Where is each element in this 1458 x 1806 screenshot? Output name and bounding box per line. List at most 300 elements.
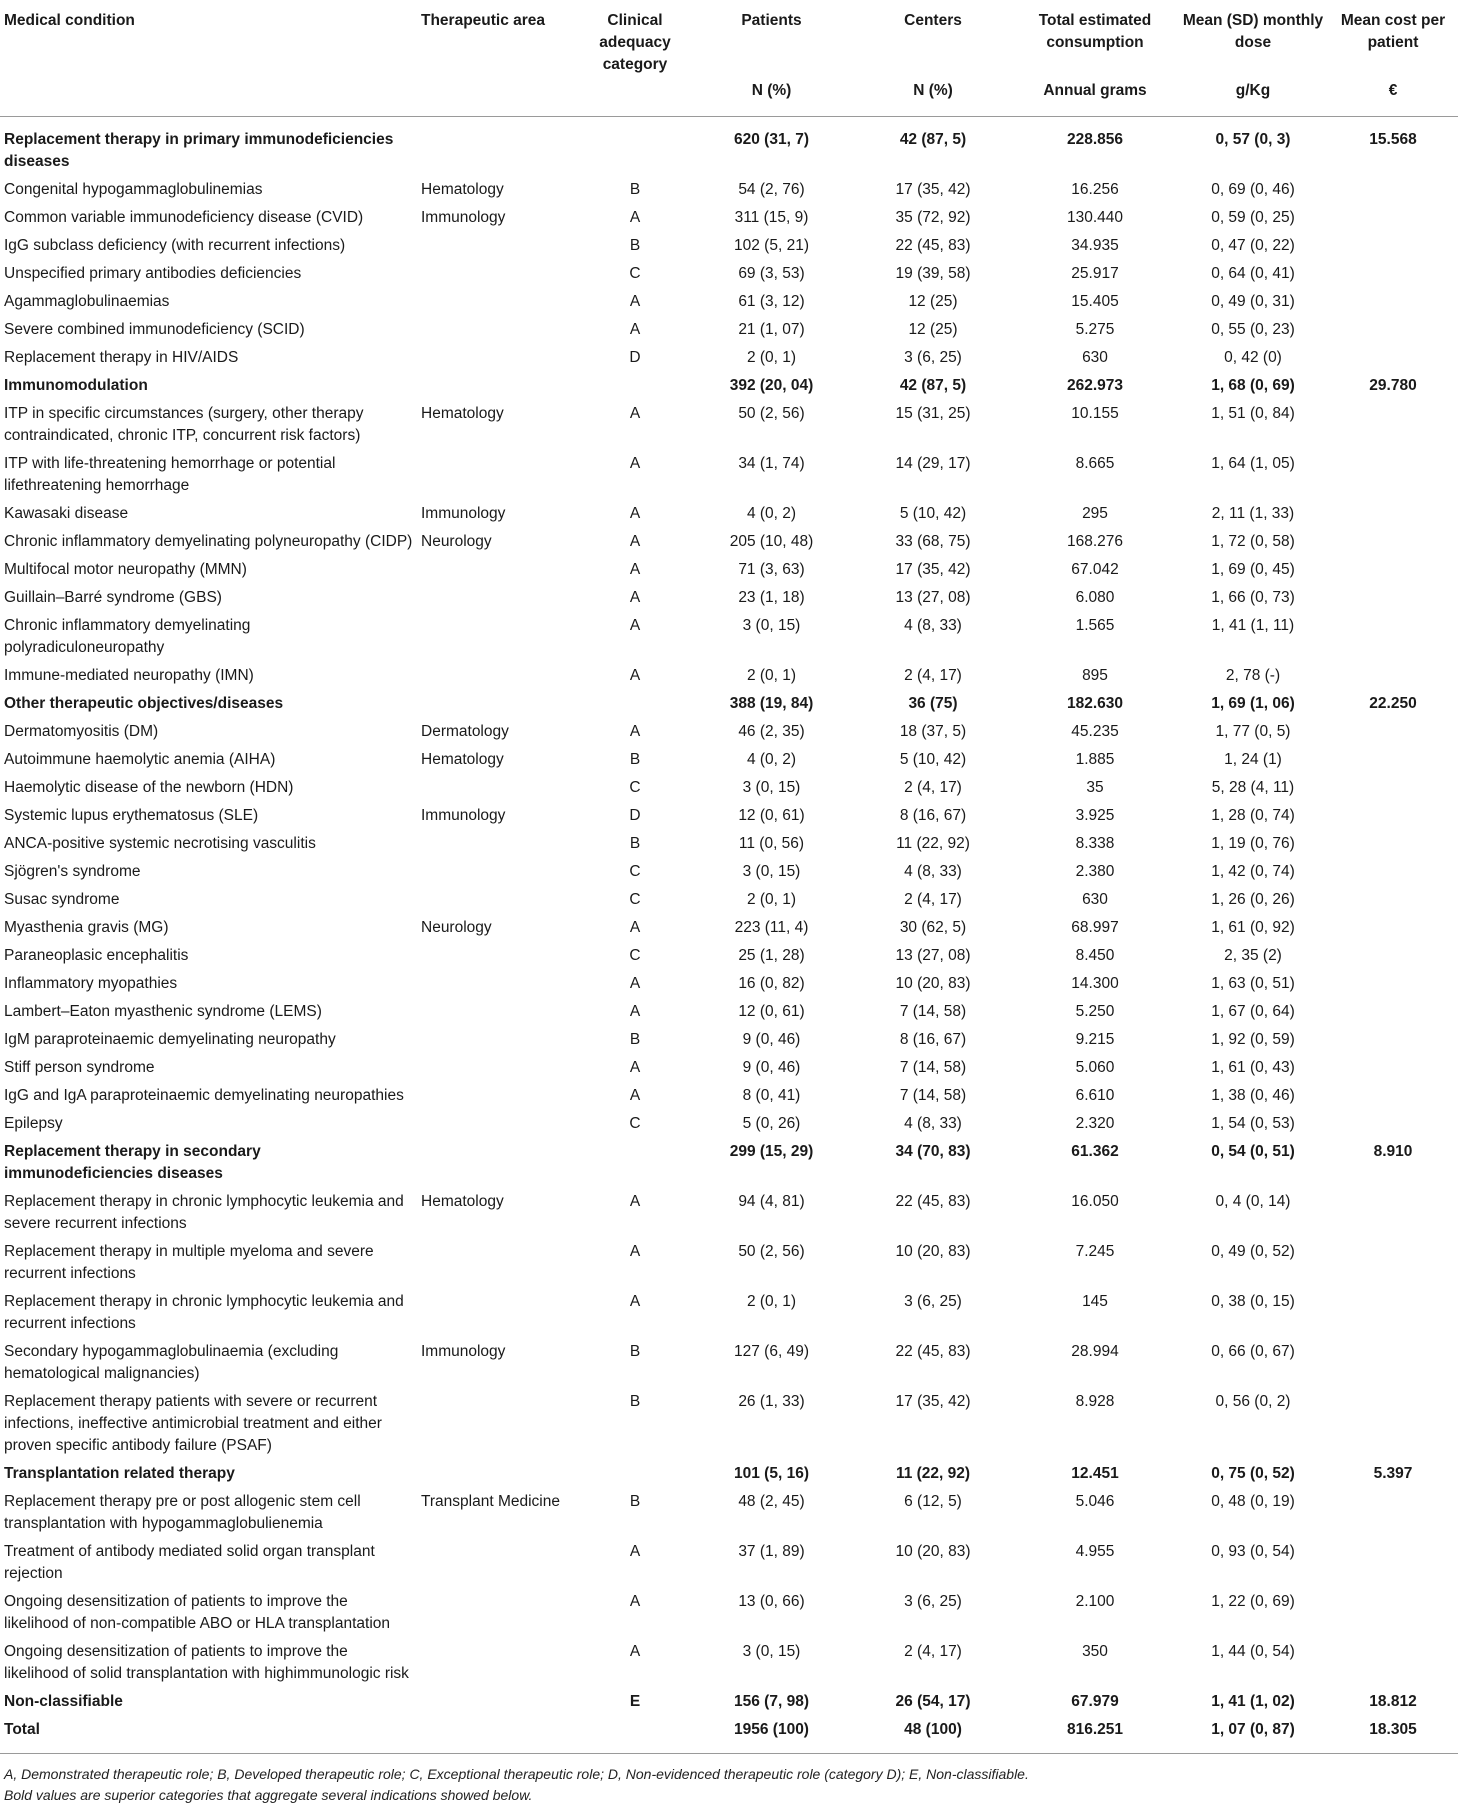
cell-medical-condition: Myasthenia gravis (MG) — [4, 919, 169, 936]
cell-total-consumption: 67.979 — [1071, 1693, 1119, 1710]
cell-mean-dose: 0, 49 (0, 52) — [1211, 1243, 1295, 1260]
cell-medical-condition: Replacement therapy patients with severe or recurrent infections, ineffective antimicrobial treatment and either proven specific antibody failure (PSAF) — [4, 1393, 382, 1454]
cell-clinical-adequacy: A — [629, 1643, 641, 1660]
cell-therapeutic-area — [417, 612, 581, 662]
cell-clinical-adequacy: B — [629, 835, 641, 852]
cell-therapeutic-area: Immunology — [421, 1343, 506, 1360]
cell-patients: 205 (10, 48) — [729, 533, 814, 550]
table-row — [0, 584, 1458, 612]
cell-therapeutic-area — [417, 1026, 581, 1054]
table-row — [0, 400, 1458, 450]
cell-patients: 1956 (100) — [689, 1716, 854, 1754]
cell-mean-dose: 0, 4 (0, 14) — [1215, 1193, 1291, 1210]
cell-therapeutic-area — [417, 1588, 581, 1638]
cell-clinical-adequacy: A — [629, 209, 641, 226]
cell-medical-condition: Guillain–Barré syndrome (GBS) — [4, 589, 222, 606]
header-centers: Centers — [904, 12, 962, 29]
table-footnotes — [0, 1754, 1458, 1806]
cell-mean-cost — [1328, 1188, 1458, 1238]
cell-therapeutic-area — [417, 316, 581, 344]
cell-mean-dose: 0, 38 (0, 15) — [1211, 1293, 1295, 1310]
cell-centers: 2 (4, 17) — [904, 667, 962, 684]
cell-mean-dose: 1, 63 (0, 51) — [1211, 975, 1295, 992]
cell-clinical-adequacy — [581, 1716, 689, 1754]
cell-total-consumption: 8.665 — [1075, 455, 1115, 472]
cell-mean-cost — [1328, 612, 1458, 662]
cell-therapeutic-area — [417, 1716, 581, 1754]
cell-mean-cost — [1328, 204, 1458, 232]
cell-total-consumption: 7.245 — [1075, 1243, 1115, 1260]
cell-medical-condition: Chronic inflammatory demyelinating polyneuropathy (CIDP) — [4, 533, 413, 550]
cell-mean-dose: 0, 55 (0, 23) — [1211, 321, 1295, 338]
cell-medical-condition: ANCA-positive systemic necrotising vasculitis — [4, 835, 316, 852]
cell-centers: 8 (16, 67) — [899, 807, 967, 824]
cell-mean-dose: 1, 68 (0, 69) — [1211, 377, 1295, 394]
cell-centers: 14 (29, 17) — [895, 455, 971, 472]
cell-therapeutic-area: Hematology — [421, 751, 504, 768]
cell-mean-cost — [1328, 914, 1458, 942]
cell-centers: 7 (14, 58) — [899, 1059, 967, 1076]
cell-medical-condition: Replacement therapy in chronic lymphocytic leukemia and severe recurrent infections — [4, 1193, 404, 1232]
cell-medical-condition: Multifocal motor neuropathy (MMN) — [4, 561, 247, 578]
cell-total-consumption: 12.451 — [1071, 1465, 1119, 1482]
cell-clinical-adequacy: B — [629, 1031, 641, 1048]
cell-medical-condition: Stiff person syndrome — [4, 1059, 155, 1076]
cell-patients: 61 (3, 12) — [738, 293, 805, 310]
cell-therapeutic-area — [417, 1538, 581, 1588]
cell-centers: 4 (8, 33) — [904, 863, 962, 880]
cell-total-consumption: 34.935 — [1071, 237, 1119, 254]
cell-centers: 26 (54, 17) — [895, 1693, 971, 1710]
cell-mean-cost — [1328, 528, 1458, 556]
cell-total-consumption: 16.050 — [1071, 1193, 1119, 1210]
table-row-category — [0, 1688, 1458, 1716]
cell-patients: 54 (2, 76) — [738, 181, 805, 198]
cell-mean-cost — [1328, 802, 1458, 830]
table-row — [0, 914, 1458, 942]
cell-total-consumption: 9.215 — [1075, 1031, 1115, 1048]
cell-total-consumption: 5.060 — [1075, 1059, 1115, 1076]
cell-centers: 3 (6, 25) — [904, 1593, 962, 1610]
cell-centers: 2 (4, 17) — [904, 891, 962, 908]
cell-centers: 22 (45, 83) — [895, 1193, 971, 1210]
cell-patients: 299 (15, 29) — [729, 1143, 814, 1160]
header-therapeutic-area: Therapeutic area — [421, 12, 546, 29]
cell-centers: 10 (20, 83) — [895, 1543, 971, 1560]
cell-total-consumption: 6.610 — [1075, 1087, 1115, 1104]
cell-total-consumption: 262.973 — [1066, 377, 1124, 394]
cell-clinical-adequacy: A — [629, 533, 641, 550]
cell-therapeutic-area — [417, 288, 581, 316]
unit-medical-condition — [0, 76, 417, 117]
cell-therapeutic-area — [417, 774, 581, 802]
table-row — [0, 612, 1458, 662]
cell-clinical-adequacy — [581, 117, 689, 177]
cell-medical-condition: IgG and IgA paraproteinaemic demyelinating neuropathies — [4, 1087, 404, 1104]
cell-centers: 19 (39, 58) — [895, 265, 971, 282]
cell-clinical-adequacy: A — [629, 919, 641, 936]
cell-mean-dose: 1, 61 (0, 43) — [1211, 1059, 1295, 1076]
header-mean-dose: Mean (SD) monthly dose — [1182, 12, 1324, 51]
cell-medical-condition: Paraneoplasic encephalitis — [4, 947, 189, 964]
cell-clinical-adequacy: C — [629, 947, 641, 964]
cell-patients: 46 (2, 35) — [738, 723, 805, 740]
cell-mean-dose: 1, 28 (0, 74) — [1211, 807, 1295, 824]
cell-centers: 3 (6, 25) — [904, 349, 962, 366]
cell-centers: 30 (62, 5) — [899, 919, 967, 936]
cell-therapeutic-area — [417, 1082, 581, 1110]
cell-therapeutic-area — [417, 344, 581, 372]
table-body — [0, 117, 1458, 1754]
cell-clinical-adequacy: B — [629, 1343, 641, 1360]
cell-clinical-adequacy: A — [629, 561, 641, 578]
table-row — [0, 344, 1458, 372]
table-row — [0, 886, 1458, 914]
cell-centers: 48 (100) — [854, 1716, 1012, 1754]
unit-mean-cost: € — [1328, 76, 1458, 117]
cell-mean-dose: 0, 47 (0, 22) — [1211, 237, 1295, 254]
table-row — [0, 1588, 1458, 1638]
cell-patients: 392 (20, 04) — [729, 377, 814, 394]
cell-total-consumption: 630 — [1082, 891, 1108, 908]
cell-medical-condition: Inflammatory myopathies — [4, 975, 178, 992]
cell-patients: 156 (7, 98) — [734, 1693, 809, 1710]
cell-centers: 13 (27, 08) — [895, 947, 971, 964]
cell-medical-condition: Sjögren's syndrome — [4, 863, 141, 880]
table-row — [0, 1188, 1458, 1238]
cell-clinical-adequacy: A — [629, 293, 641, 310]
cell-therapeutic-area — [417, 998, 581, 1026]
table-row — [0, 942, 1458, 970]
cell-total-consumption: 130.440 — [1066, 209, 1124, 226]
cell-total-consumption: 2.380 — [1075, 863, 1115, 880]
cell-mean-dose: 0, 57 (0, 3) — [1215, 131, 1291, 148]
unit-total-consumption: Annual grams — [1012, 76, 1178, 117]
cell-therapeutic-area — [417, 942, 581, 970]
table-row — [0, 830, 1458, 858]
cell-total-consumption: 3.925 — [1075, 807, 1115, 824]
cell-patients: 48 (2, 45) — [738, 1493, 805, 1510]
cell-medical-condition: Secondary hypogammaglobulinaemia (excluding hematological malignancies) — [4, 1343, 339, 1382]
cell-total-consumption: 16.256 — [1071, 181, 1119, 198]
table-row — [0, 774, 1458, 802]
cell-patients: 9 (0, 46) — [742, 1059, 801, 1076]
cell-clinical-adequacy: B — [629, 1493, 641, 1510]
cell-patients: 223 (11, 4) — [734, 919, 809, 936]
cell-therapeutic-area — [417, 690, 581, 718]
cell-centers: 3 (6, 25) — [904, 1293, 962, 1310]
cell-clinical-adequacy — [581, 1138, 689, 1188]
cell-mean-dose: 1, 19 (0, 76) — [1211, 835, 1295, 852]
cell-mean-cost — [1328, 232, 1458, 260]
table-row — [0, 232, 1458, 260]
cell-mean-cost — [1328, 176, 1458, 204]
cell-mean-cost — [1328, 1588, 1458, 1638]
cell-centers: 5 (10, 42) — [899, 751, 967, 768]
cell-mean-dose: 1, 64 (1, 05) — [1211, 455, 1295, 472]
cell-mean-dose: 1, 07 (0, 87) — [1178, 1716, 1328, 1754]
cell-mean-dose: 1, 26 (0, 26) — [1211, 891, 1295, 908]
cell-centers: 8 (16, 67) — [899, 1031, 967, 1048]
cell-therapeutic-area — [417, 970, 581, 998]
cell-patients: 620 (31, 7) — [734, 131, 809, 148]
table-row — [0, 1288, 1458, 1338]
cell-clinical-adequacy: A — [629, 1293, 641, 1310]
cell-medical-condition: Replacement therapy in secondary immunodeficiencies diseases — [4, 1143, 261, 1182]
cell-clinical-adequacy: C — [629, 891, 641, 908]
cell-medical-condition: Replacement therapy in multiple myeloma and severe recurrent infections — [4, 1243, 374, 1282]
cell-mean-cost — [1328, 886, 1458, 914]
cell-patients: 34 (1, 74) — [738, 455, 805, 472]
cell-mean-dose: 1, 66 (0, 73) — [1211, 589, 1295, 606]
cell-centers: 10 (20, 83) — [895, 1243, 971, 1260]
cell-clinical-adequacy: D — [629, 349, 641, 366]
cell-therapeutic-area — [417, 450, 581, 500]
header-clinical-adequacy: Clinical adequacy category — [599, 12, 671, 73]
cell-patients: 50 (2, 56) — [738, 1243, 805, 1260]
cell-mean-dose: 2, 11 (1, 33) — [1211, 505, 1295, 522]
cell-patients: 9 (0, 46) — [742, 1031, 801, 1048]
cell-total-consumption: 1.885 — [1075, 751, 1115, 768]
cell-clinical-adequacy: A — [629, 405, 641, 422]
cell-medical-condition: Treatment of antibody mediated solid organ transplant rejection — [4, 1543, 375, 1582]
cell-centers: 36 (75) — [908, 695, 958, 712]
cell-centers: 35 (72, 92) — [895, 209, 971, 226]
cell-patients: 2 (0, 1) — [746, 891, 797, 908]
cell-therapeutic-area — [417, 1110, 581, 1138]
table-row — [0, 500, 1458, 528]
cell-total-consumption: 350 — [1082, 1643, 1108, 1660]
cell-medical-condition: Replacement therapy pre or post allogenic stem cell transplantation with hypogammaglobulienemia — [4, 1493, 361, 1532]
cell-therapeutic-area — [417, 556, 581, 584]
table-row — [0, 1238, 1458, 1288]
cell-mean-cost — [1328, 830, 1458, 858]
cell-mean-cost — [1328, 556, 1458, 584]
cell-therapeutic-area: Dermatology — [421, 723, 509, 740]
cell-mean-cost — [1328, 718, 1458, 746]
unit-clinical-adequacy — [581, 76, 689, 117]
cell-mean-dose: 0, 75 (0, 52) — [1211, 1465, 1295, 1482]
cell-mean-cost — [1328, 998, 1458, 1026]
table-row — [0, 718, 1458, 746]
cell-patients: 12 (0, 61) — [738, 1003, 805, 1020]
cell-therapeutic-area — [417, 1460, 581, 1488]
cell-clinical-adequacy: E — [629, 1693, 641, 1710]
table-row — [0, 1388, 1458, 1460]
cell-mean-cost — [1328, 746, 1458, 774]
cell-patients: 69 (3, 53) — [738, 265, 805, 282]
cell-mean-cost: 5.397 — [1373, 1465, 1413, 1482]
cell-therapeutic-area: Neurology — [421, 533, 492, 550]
cell-mean-dose: 5, 28 (4, 11) — [1211, 779, 1295, 796]
cell-patients: 8 (0, 41) — [742, 1087, 801, 1104]
cell-centers: 10 (20, 83) — [895, 975, 971, 992]
unit-therapeutic-area — [417, 76, 581, 117]
cell-medical-condition: IgM paraproteinaemic demyelinating neuropathy — [4, 1031, 336, 1048]
cell-centers: 22 (45, 83) — [895, 237, 971, 254]
cell-medical-condition: Replacement therapy in primary immunodeficiencies diseases — [4, 131, 394, 170]
cell-centers: 42 (87, 5) — [899, 377, 967, 394]
cell-therapeutic-area — [417, 1238, 581, 1288]
unit-mean-dose: g/Kg — [1178, 76, 1328, 117]
cell-patients: 94 (4, 81) — [738, 1193, 805, 1210]
cell-patients: 127 (6, 49) — [734, 1343, 809, 1360]
cell-total-consumption: 182.630 — [1066, 695, 1124, 712]
cell-therapeutic-area — [417, 584, 581, 612]
cell-mean-cost — [1328, 942, 1458, 970]
cell-mean-dose: 1, 41 (1, 11) — [1211, 617, 1295, 634]
cell-clinical-adequacy: B — [629, 237, 641, 254]
cell-centers: 17 (35, 42) — [895, 1393, 971, 1410]
cell-centers: 2 (4, 17) — [904, 1643, 962, 1660]
cell-total-consumption: 295 — [1082, 505, 1108, 522]
cell-centers: 18 (37, 5) — [899, 723, 967, 740]
cell-mean-cost — [1328, 288, 1458, 316]
cell-patients: 25 (1, 28) — [738, 947, 805, 964]
cell-mean-dose: 0, 54 (0, 51) — [1211, 1143, 1295, 1160]
cell-medical-condition: Susac syndrome — [4, 891, 120, 908]
cell-total-consumption: 145 — [1082, 1293, 1108, 1310]
cell-mean-cost — [1328, 1638, 1458, 1688]
cell-therapeutic-area — [417, 1054, 581, 1082]
cell-centers: 5 (10, 42) — [899, 505, 967, 522]
cell-clinical-adequacy: B — [629, 751, 641, 768]
cell-therapeutic-area — [417, 260, 581, 288]
cell-mean-cost — [1328, 1026, 1458, 1054]
cell-clinical-adequacy: A — [629, 1243, 641, 1260]
cell-clinical-adequacy: C — [629, 1115, 641, 1132]
cell-patients: 16 (0, 82) — [738, 975, 805, 992]
cell-patients: 12 (0, 61) — [738, 807, 805, 824]
cell-clinical-adequacy: A — [629, 617, 641, 634]
header-medical-condition: Medical condition — [4, 12, 135, 29]
cell-mean-cost — [1328, 500, 1458, 528]
cell-clinical-adequacy: C — [629, 863, 641, 880]
cell-centers: 11 (22, 92) — [896, 835, 970, 852]
cell-centers: 17 (35, 42) — [895, 561, 971, 578]
table-row — [0, 1488, 1458, 1538]
cell-patients: 37 (1, 89) — [738, 1543, 805, 1560]
header-row — [0, 0, 1458, 76]
cell-medical-condition: Autoimmune haemolytic anemia (AIHA) — [4, 751, 276, 768]
cell-medical-condition: Epilepsy — [4, 1115, 63, 1132]
cell-mean-cost — [1328, 774, 1458, 802]
table-row — [0, 662, 1458, 690]
cell-mean-cost — [1328, 450, 1458, 500]
cell-patients: 4 (0, 2) — [746, 505, 797, 522]
table-row — [0, 858, 1458, 886]
cell-mean-cost: 18.812 — [1369, 1693, 1417, 1710]
cell-medical-condition: ITP with life-threatening hemorrhage or potential lifethreatening hemorrhage — [4, 455, 336, 494]
cell-centers: 15 (31, 25) — [895, 405, 971, 422]
cell-clinical-adequacy: A — [629, 1193, 641, 1210]
cell-therapeutic-area — [417, 1638, 581, 1688]
cell-centers: 7 (14, 58) — [899, 1087, 967, 1104]
cell-mean-dose: 0, 56 (0, 2) — [1215, 1393, 1291, 1410]
cell-medical-condition: Unspecified primary antibodies deficiencies — [4, 265, 302, 282]
cell-clinical-adequacy: A — [629, 975, 641, 992]
cell-mean-dose: 0, 59 (0, 25) — [1211, 209, 1295, 226]
cell-total-consumption: 5.046 — [1075, 1493, 1115, 1510]
cell-mean-cost — [1328, 1538, 1458, 1588]
cell-mean-cost — [1328, 1110, 1458, 1138]
cell-total-consumption: 630 — [1082, 349, 1108, 366]
cell-total-consumption: 895 — [1082, 667, 1108, 684]
cell-mean-cost — [1328, 1288, 1458, 1338]
cell-mean-cost — [1328, 584, 1458, 612]
cell-mean-cost — [1328, 400, 1458, 450]
cell-patients: 3 (0, 15) — [742, 779, 801, 796]
table-row-category — [0, 1460, 1458, 1488]
table-row — [0, 1538, 1458, 1588]
cell-medical-condition: Haemolytic disease of the newborn (HDN) — [4, 779, 294, 796]
cell-clinical-adequacy: A — [629, 1003, 641, 1020]
header-units-row — [0, 76, 1458, 117]
cell-medical-condition: Chronic inflammatory demyelinating polyradiculoneuropathy — [4, 617, 251, 656]
cell-centers: 17 (35, 42) — [895, 181, 971, 198]
cell-clinical-adequacy: A — [629, 589, 641, 606]
cell-medical-condition: Replacement therapy in HIV/AIDS — [4, 349, 239, 366]
cell-centers: 34 (70, 83) — [895, 1143, 971, 1160]
cell-patients: 311 (15, 9) — [734, 209, 809, 226]
cell-mean-cost: 18.305 — [1328, 1716, 1458, 1754]
cell-therapeutic-area: Hematology — [421, 1193, 504, 1210]
cell-clinical-adequacy — [581, 372, 689, 400]
cell-clinical-adequacy: A — [629, 667, 641, 684]
cell-therapeutic-area — [417, 886, 581, 914]
cell-total-consumption: 14.300 — [1071, 975, 1119, 992]
cell-therapeutic-area: Immunology — [421, 209, 506, 226]
cell-total-consumption: 8.928 — [1075, 1393, 1115, 1410]
cell-medical-condition: Total — [0, 1716, 417, 1754]
cell-therapeutic-area — [417, 372, 581, 400]
cell-centers: 33 (68, 75) — [895, 533, 971, 550]
table-row — [0, 970, 1458, 998]
cell-clinical-adequacy: C — [629, 265, 641, 282]
cell-clinical-adequacy — [581, 690, 689, 718]
table-row-category — [0, 1138, 1458, 1188]
cell-patients: 2 (0, 1) — [746, 1293, 797, 1310]
cell-centers: 42 (87, 5) — [899, 131, 967, 148]
cell-centers: 4 (8, 33) — [904, 617, 962, 634]
cell-total-consumption: 2.320 — [1075, 1115, 1115, 1132]
cell-therapeutic-area: Hematology — [421, 181, 504, 198]
cell-mean-dose: 1, 92 (0, 59) — [1211, 1031, 1295, 1048]
cell-mean-dose: 0, 69 (0, 46) — [1211, 181, 1295, 198]
cell-mean-dose: 1, 51 (0, 84) — [1211, 405, 1295, 422]
header-total-consumption: Total estimated consumption — [1038, 12, 1152, 51]
cell-therapeutic-area: Neurology — [421, 919, 492, 936]
cell-mean-cost — [1328, 858, 1458, 886]
cell-clinical-adequacy: B — [629, 1393, 641, 1410]
cell-medical-condition: Other therapeutic objectives/diseases — [4, 695, 284, 712]
cell-mean-cost — [1328, 1338, 1458, 1388]
cell-medical-condition: Ongoing desensitization of patients to improve the likelihood of solid transplantation with highimmunologic risk — [4, 1643, 409, 1682]
cell-total-consumption: 1.565 — [1075, 617, 1115, 634]
cell-mean-dose: 0, 42 (0) — [1224, 349, 1282, 366]
cell-medical-condition: Immune-mediated neuropathy (IMN) — [4, 667, 254, 684]
cell-medical-condition: Common variable immunodeficiency disease (CVID) — [4, 209, 364, 226]
cell-total-consumption: 10.155 — [1071, 405, 1119, 422]
cell-mean-cost — [1328, 662, 1458, 690]
cell-mean-dose: 1, 42 (0, 74) — [1211, 863, 1295, 880]
cell-mean-dose: 1, 72 (0, 58) — [1211, 533, 1295, 550]
cell-patients: 13 (0, 66) — [738, 1593, 805, 1610]
footnote-categories: A, Demonstrated therapeutic role; B, Developed therapeutic role; C, Exceptional therapeutic role; D, Non-evidenced therapeutic role (category D); E, Non-classifiable. — [4, 1766, 1029, 1782]
cell-mean-dose: 1, 67 (0, 64) — [1211, 1003, 1295, 1020]
table-row — [0, 1110, 1458, 1138]
table-row — [0, 802, 1458, 830]
